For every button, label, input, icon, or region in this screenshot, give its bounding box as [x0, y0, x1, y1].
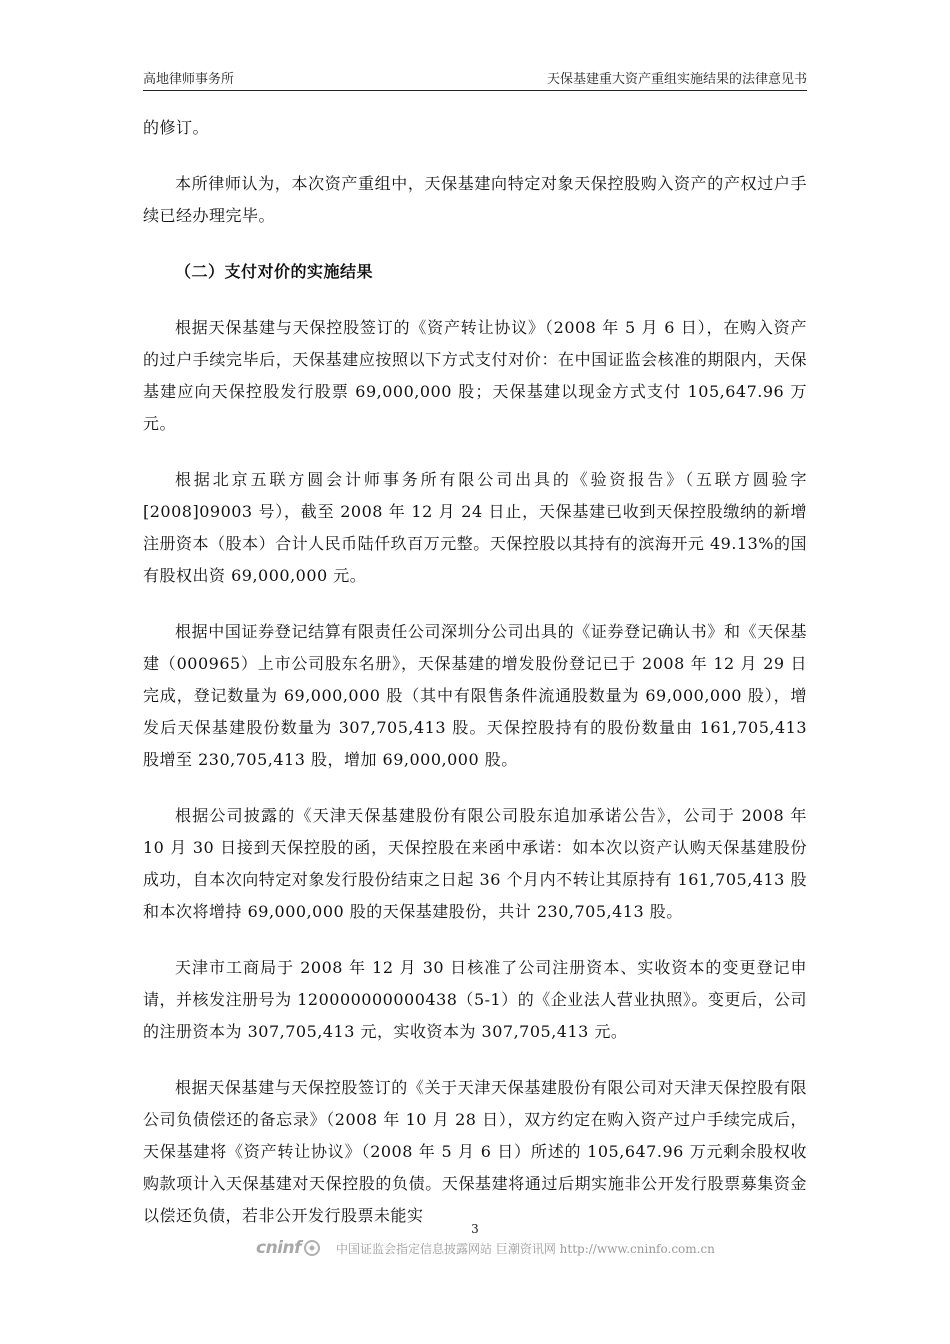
paragraph-business-license: 天津市工商局于 2008 年 12 月 30 日核准了公司注册资本、实收资本的变更登记申请，并核发注册号为 120000000000438（5-1）的《企业法人营业执照》。变更后，公司的注册资本为 307,705,413 元，实收资本为 307,705,413 元。	[143, 958, 807, 1041]
footer-watermark	[256, 1236, 715, 1260]
paragraph-consideration-terms: 根据天保基建与天保控股签订的《资产转让协议》（2008 年 5 月 6 日），在购入资产的过户手续完毕后，天保基建应按照以下方式支付对价：在中国证监会核准的期限内，天保基建应向天保控股发行股票 69,000,000 股；天保基建以现金方式支付 105,647.96 万元。	[143, 318, 807, 433]
page-number: 3	[471, 1222, 479, 1236]
cninf-logo-icon	[302, 1240, 322, 1256]
document-body	[143, 112, 807, 1256]
section-heading: （二）支付对价的实施结果	[175, 262, 374, 281]
continuation-text: 的修订。	[143, 118, 210, 137]
paragraph-lockup-commitment: 根据公司披露的《天津天保基建股份有限公司股东追加承诺公告》，公司于 2008 年 10 月 30 日接到天保控股的函，天保控股在来函中承诺：如本次以资产认购天保基建股份成功，自本次向特定对象发行股份结束之日起 36 个月内不转让其原持有 161,705,413 股和本次将增持 69,000,000 股的天保基建股份，共计 230,705,413 股。	[143, 806, 807, 921]
paragraph-share-registration: 根据中国证券登记结算有限责任公司深圳分公司出具的《证券登记确认书》和《天保基建（000965）上市公司股东名册》，天保基建的增发股份登记已于 2008 年 12 月 29 日完成，登记数量为 69,000,000 股（其中有限售条件流通股数量为 69,000,000 股），增发后天保基建股份数量为 307,705,413 股。天保控股持有的股份数量由 161,705,413 股增至 230,705,413 股，增加 69,000,000 股。	[143, 622, 807, 769]
cninf-logo: cninf	[256, 1238, 302, 1258]
page-header	[143, 64, 807, 91]
footer-site-text: 中国证监会指定信息披露网站 巨潮资讯网 http://www.cninfo.com.cn	[336, 1241, 715, 1256]
paragraph-debt-memo: 根据天保基建与天保控股签订的《关于天津天保基建股份有限公司对天津天保控股有限公司负债偿还的备忘录》（2008 年 10 月 28 日），双方约定在购入资产过户手续完成后，天保基建将《资产转让协议》（2008 年 5 月 6 日）所述的 105,647.96 万元剩余股权收购款项计入天保基建对天保控股的负债。天保基建将通过后期实施非公开发行股票募集资金以偿还负债，若非公开发行股票未能实	[143, 1078, 807, 1225]
header-firm-name: 高地律师事务所	[143, 72, 235, 87]
paragraph-transfer-conclusion: 本所律师认为，本次资产重组中，天保基建向特定对象天保控股购入资产的产权过户手续已经办理完毕。	[143, 174, 807, 225]
paragraph-capital-verification: 根据北京五联方圆会计师事务所有限公司出具的《验资报告》（五联方圆验字[2008]09003 号），截至 2008 年 12 月 24 日止，天保基建已收到天保控股缴纳的新增注册资本（股本）合计人民币陆仟玖百万元整。天保控股以其持有的滨海开元 49.13%的国有股权出资 69,000,000 元。	[143, 470, 807, 585]
header-document-title: 天保基建重大资产重组实施结果的法律意见书	[546, 72, 807, 87]
